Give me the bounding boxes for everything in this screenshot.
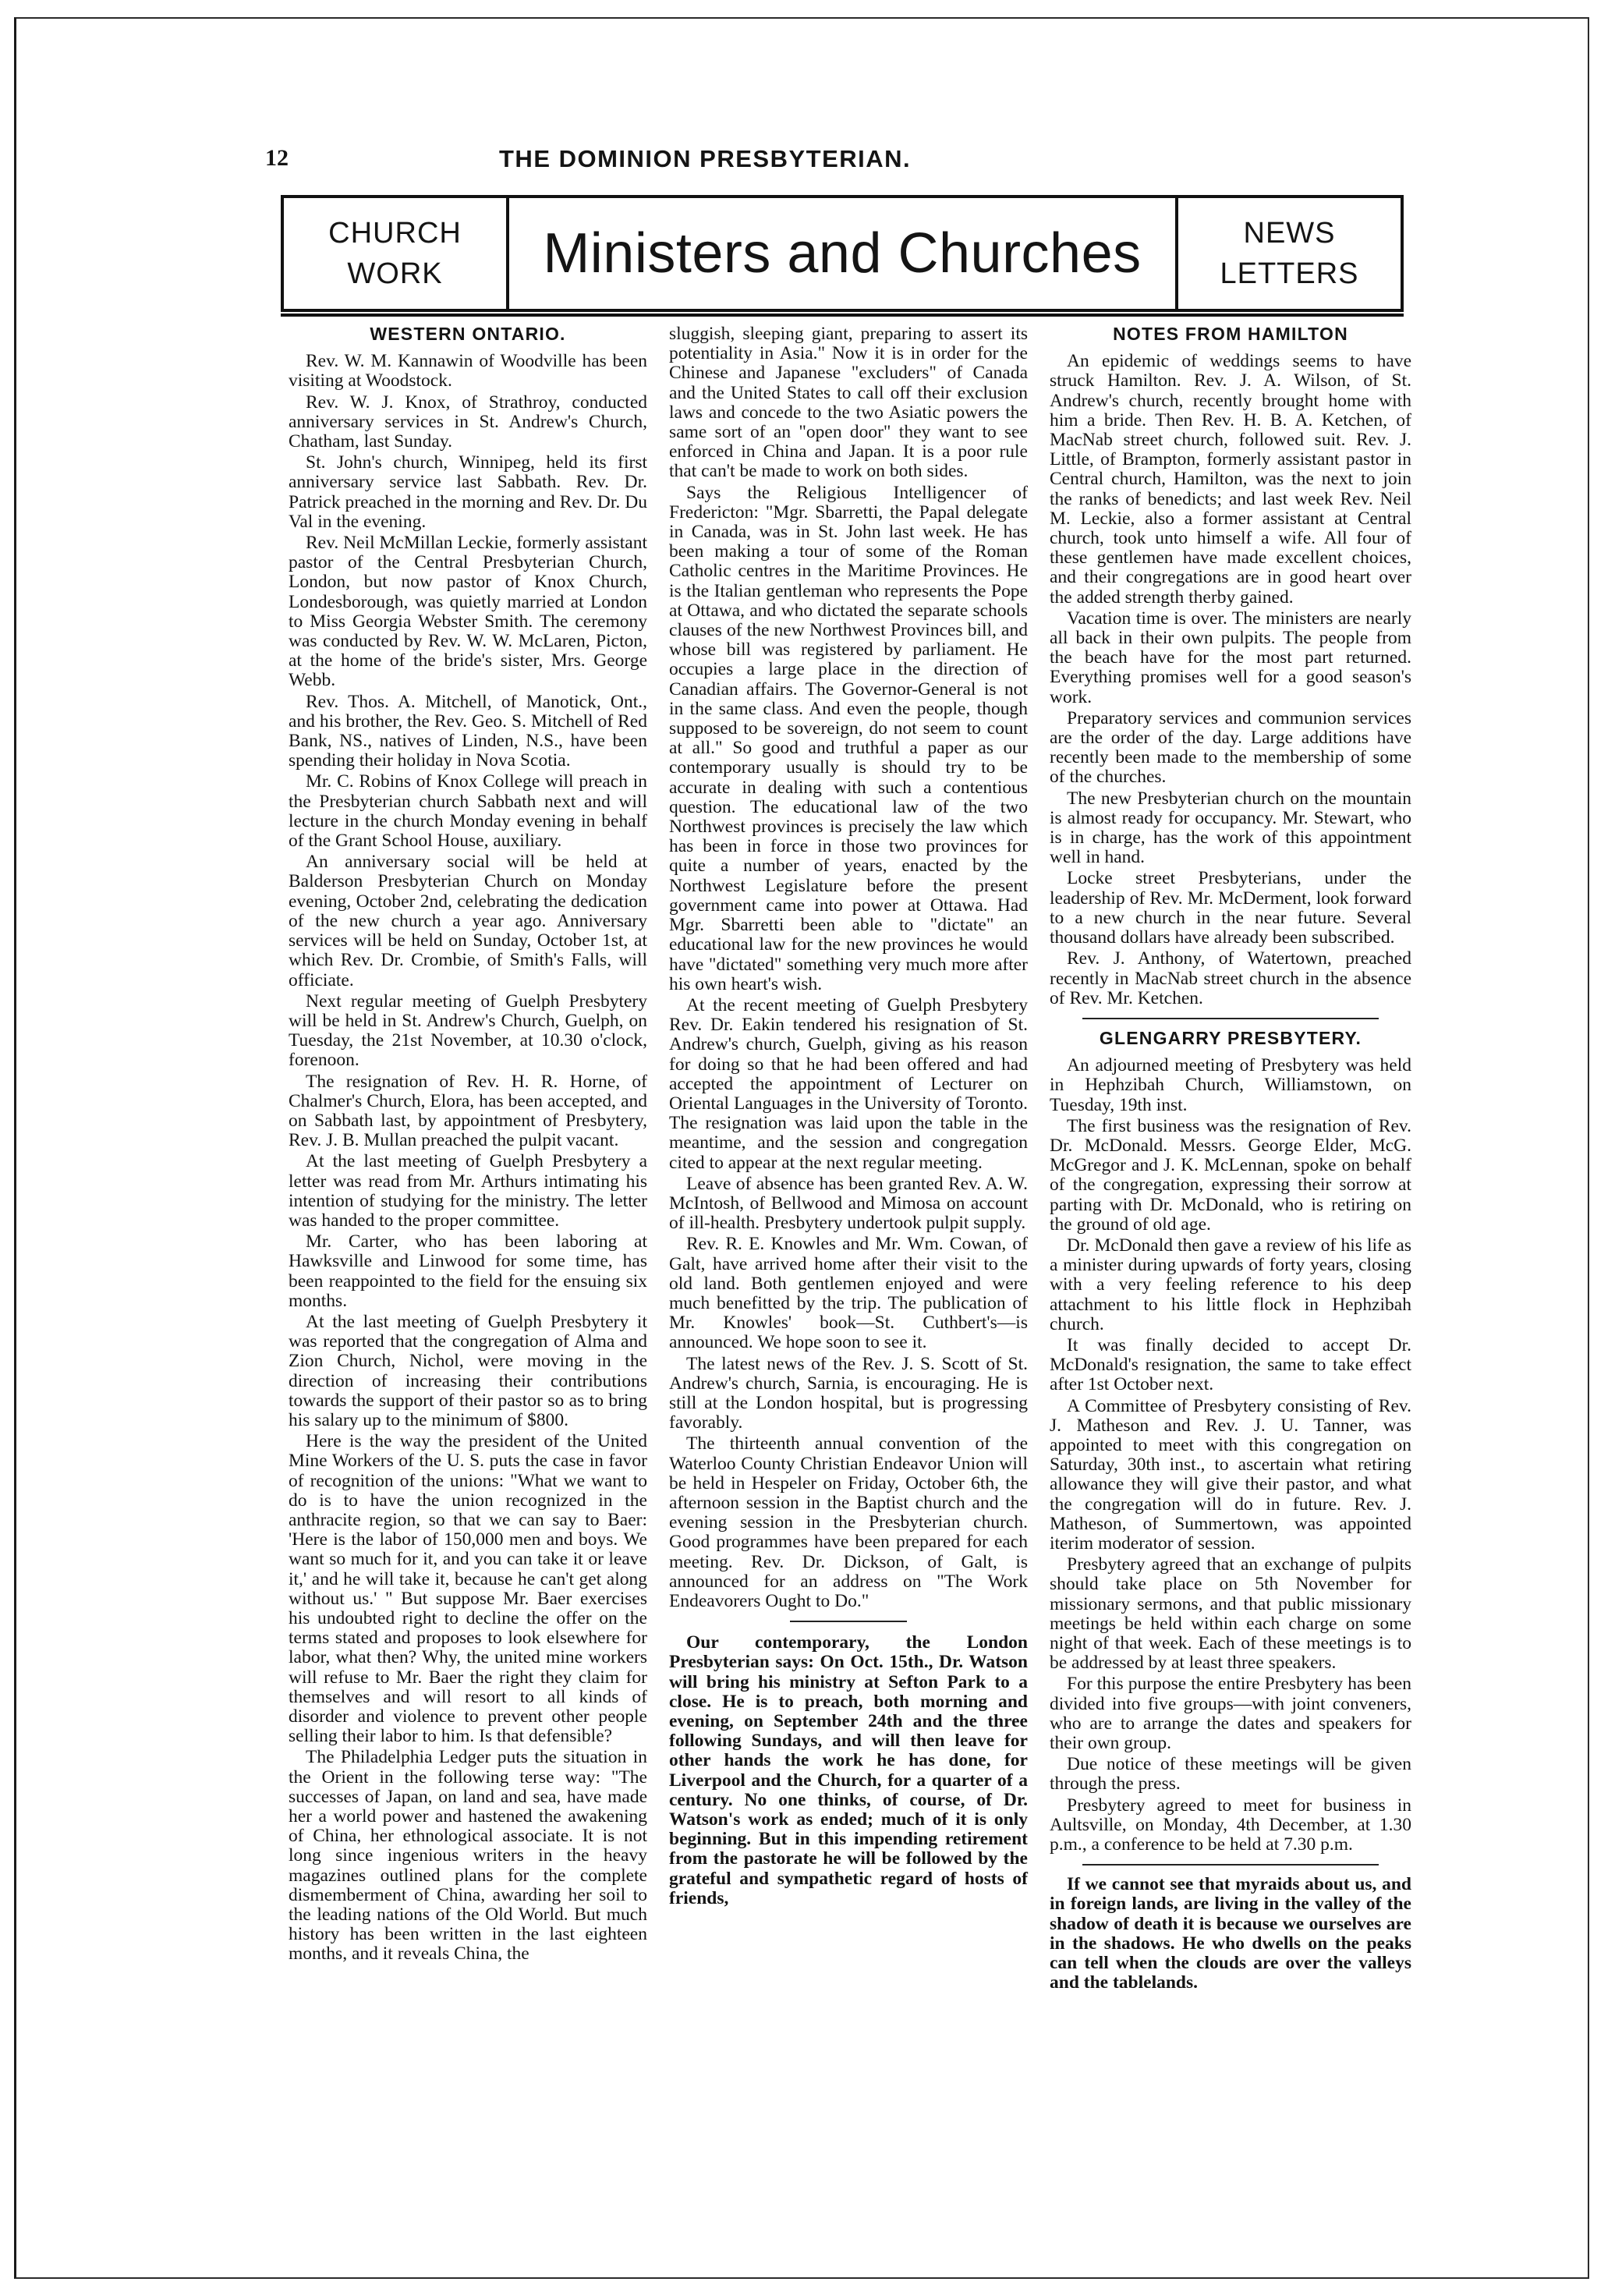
banner-right-box	[1175, 198, 1401, 309]
banner-left-top: CHURCH	[328, 217, 462, 250]
paragraph: Rev. J. Anthony, of Watertown, preached recently in MacNab street church in the absence of Rev. Mr. Ketchen.	[1050, 948, 1411, 1008]
paragraph: Rev. W. M. Kannawin of Woodville has been visiting at Woodstock.	[289, 351, 647, 392]
paragraph: The new Presbyterian church on the mountain is almost ready for occupancy. Mr. Stewart, who is in charge, has the work of this appointment well in hand.	[1050, 788, 1411, 868]
paragraph: The first business was the resignation of Rev. Dr. McDonald. Messrs. George Elder, McG. McGregor and J. K. McLennan, spoke on behalf of the congregation, expressing their sorrow at parting with Dr. McDonald, who is retiring on the ground of old age.	[1050, 1115, 1411, 1235]
paragraph: Vacation time is over. The ministers are nearly all back in their own pulpits. The people from the beach have for the most part returned. Everything promises well for a good season's work.	[1050, 608, 1411, 707]
paragraph: Presbytery agreed to meet for business in Aultsville, on Monday, 4th December, at 1.30 p.m., a conference to be held at 7.30 p.m.	[1050, 1795, 1411, 1855]
paragraph: Presbytery agreed that an exchange of pulpits should take place on 5th November for missionary sermons, and that public missionary meetings be held within each charge on some night of that week. Each of these meetings is to be addressed by at least three speakers.	[1050, 1554, 1411, 1674]
paragraph: The Philadelphia Ledger puts the situation in the Orient in the following terse way: "The successes of Japan, on land and sea, have made her a world power and hastened the awakening of China, her ethnological associate. It is not long since ingenious writers in the heavy magazines outlined plans for the complete dismemberment of China, awarding her soil to the leading nations of the Old World. But much history has been written in the last eighteen months, and it reveals China, the	[289, 1747, 647, 1965]
paragraph: Mr. C. Robins of Knox College will preach in the Presbyterian church Sabbath next and will lecture in the church Monday evening in behalf of the Grant School House, auxiliary.	[289, 771, 647, 852]
paragraph: Locke street Presbyterians, under the leadership of Rev. Mr. McDerment, look forward to a new church in the near future. Several thousand dollars have already been subscribed.	[1050, 868, 1411, 948]
banner-left-bottom: WORK	[347, 257, 443, 290]
column-2	[669, 324, 1028, 1910]
paragraph: An anniversary social will be held at Balderson Presbyterian Church on Monday evening, October 2nd, celebrating the dedication of the new church a year ago. Anniversary services will be held on Sunday, October 1st, at which Rev. Dr. Crombie, of Smith's Falls, will officiate.	[289, 852, 647, 990]
paragraph: At the recent meeting of Guelph Presbytery Rev. Dr. Eakin tendered his resignation of St. Andrew's church, Guelph, giving as his reason for doing so that he had been offered and had accepted the appointment of Lecturer on Oriental Languages in the University of Toronto. The resignation was laid upon the table in the meantime, and the session and congregation cited to appear at the next regular meeting.	[669, 994, 1028, 1173]
paragraph: An epidemic of weddings seems to have struck Hamilton. Rev. J. A. Wilson, of St. Andrew's church, recently brought home with him a bride. Then Rev. H. B. A. Ketchen, of MacNab street church, followed suit. Rev. J. Little, of Brampton, formerly assistant pastor in Central church, Hamilton, was the next to join the ranks of benedicts; and last week Rev. Neil M. Leckie, also a former assistant at Central church, took unto himself a wife. All four of these gentlemen have made excellent choices, and their congregations are in good heart over the added strength therby gained.	[1050, 351, 1411, 608]
heading-western-ontario: WESTERN ONTARIO.	[370, 324, 566, 344]
paragraph: At the last meeting of Guelph Presbytery a letter was read from Mr. Arthurs intimating his intention of studying for the ministry. The letter was handed to the proper committee.	[289, 1151, 647, 1231]
paragraph: For this purpose the entire Presbytery has been divided into five groups—with joint conveners, who are to arrange the dates and speakers for their own group.	[1050, 1674, 1411, 1754]
section-banner	[281, 195, 1404, 312]
heading-glengarry-presbytery: GLENGARRY PRESBYTERY.	[1099, 1027, 1362, 1048]
bold-paragraph: Our contemporary, the London Presbyterian says: On Oct. 15th., Dr. Watson will bring his ministry at Sefton Park to a close. He is to preach, both morning and evening, on September 24th and the three following Sundays, and will then leave for other hands the work he has done, for Liverpool and the Church, for a quarter of a century. No one thinks, of course, of Dr. Watson's work as ended; much of it is only beginning. But in this impending retirement from the pastorate he will be followed by the grateful and sympathetic regard of hosts of friends,	[669, 1632, 1028, 1908]
banner-right-bottom: LETTERS	[1220, 257, 1359, 290]
running-head	[265, 145, 1419, 184]
paragraph: Rev. W. J. Knox, of Strathroy, conducted anniversary services in St. Andrew's Church, Chatham, last Sunday.	[289, 392, 647, 452]
paragraph: It was finally decided to accept Dr. McDonald's resignation, the same to take effect after 1st October next.	[1050, 1334, 1411, 1395]
section-divider	[1082, 1864, 1379, 1866]
paragraph: sluggish, sleeping giant, preparing to assert its potentiality in Asia." Now it is in order for the Chinese and Japanese "excluders" of Canada and the United States to call off their exclusion laws and concede to the two Asiatic powers the same sort of an "open door" they want to see enforced in China and Japan. It is a poor rule that can't be made to work on both sides.	[669, 324, 1028, 482]
publication-title: THE DOMINION PRESBYTERIAN.	[499, 145, 912, 172]
banner-underline	[281, 314, 1404, 317]
paragraph: Next regular meeting of Guelph Presbytery will be held in St. Andrew's Church, Guelph, on Tuesday, the 21st November, at 10.30 o'clock, forenoon.	[289, 990, 647, 1071]
paragraph: Mr. Carter, who has been laboring at Hawksville and Linwood for some time, has been reappointed to the field for the ensuing six months.	[289, 1231, 647, 1311]
paragraph: Due notice of these meetings will be given through the press.	[1050, 1754, 1411, 1795]
heading-notes-from-hamilton: NOTES FROM HAMILTON	[1113, 324, 1348, 344]
paragraph: Rev. Thos. A. Mitchell, of Manotick, Ont., and his brother, the Rev. Geo. S. Mitchell of Red Bank, NS., natives of Linden, N.S., have been spending their holiday in Nova Scotia.	[289, 691, 647, 771]
paragraph: A Committee of Presbytery consisting of Rev. J. Matheson and Rev. J. U. Tanner, was appointed to meet with this congregation on Saturday, 30th inst., to ascertain what retiring allowance they will give their pastor, and what the congregation will do in future. Rev. J. Matheson, of Summertown, was appointed iterim moderator of session.	[1050, 1395, 1411, 1554]
paragraph: Preparatory services and communion services are the order of the day. Large additions have recently been made to the membership of some of the churches.	[1050, 707, 1411, 788]
section-divider	[790, 1621, 907, 1622]
paragraph: Leave of absence has been granted Rev. A. W. McIntosh, of Bellwood and Mimosa on account of ill-health. Presbytery undertook pulpit supply.	[669, 1173, 1028, 1234]
banner-title: Ministers and Churches	[543, 222, 1142, 285]
paragraph: The resignation of Rev. H. R. Horne, of Chalmer's Church, Elora, has been accepted, and on Sabbath last, by appointment of Presbytery, Rev. J. B. Mullan preached the pulpit vacant.	[289, 1071, 647, 1151]
paragraph: Dr. McDonald then gave a review of his life as a minister during upwards of forty years, closing with a very feeling reference to his deep attachment to his little flock in Hephzibah church.	[1050, 1235, 1411, 1334]
bold-paragraph: If we cannot see that myraids about us, and in foreign lands, are living in the valley of the shadow of death it is because we ourselves are in the shadows. He who dwells on the peaks can tell when the clouds are over the valleys and the tablelands.	[1050, 1874, 1411, 1993]
paragraph: Rev. Neil McMillan Leckie, formerly assistant pastor of the Central Presbyterian Church, London, but now pastor of Knox Church, Londesborough, was quietly married at London to Miss Georgia Webster Smith. The ceremony was conducted by Rev. W. W. McLaren, Picton, at the home of the bride's sister, Mrs. George Webb.	[289, 533, 647, 691]
paragraph: St. John's church, Winnipeg, held its first anniversary service last Sabbath. Rev. Dr. Patrick preached in the morning and Rev. Dr. Du Val in the evening.	[289, 452, 647, 532]
column-3	[1050, 324, 1411, 1994]
paragraph: The latest news of the Rev. J. S. Scott of St. Andrew's church, Sarnia, is encouraging. He is still at the London hospital, but is progressing favorably.	[669, 1353, 1028, 1433]
paragraph: Here is the way the president of the United Mine Workers of the U. S. puts the case in favor of recognition of the unions: "What we want to do is to have the union recognized in the anthracite region, so that we can say to Baer: 'Here is the labor of 150,000 men and boys. We want so much for it, and you can take it or leave it,' and he will take it, because he can't get along without us.' " But suppose Mr. Baer exercises his undoubted right to decline the offer on the terms stated and proposes to look elsewhere for labor, what then? Why, the united mine workers will refuse to Mr. Baer the right they claim for themselves and will resort to all kinds of disorder and violence to prevent other people selling their labor to him. Is that defensible?	[289, 1431, 647, 1747]
banner-left-box	[284, 198, 509, 309]
page-number: 12	[265, 145, 289, 171]
paragraph: At the last meeting of Guelph Presbytery it was reported that the congregation of Alma and Zion Church, Nichol, were moving in the direction of increasing their contributions towards the support of their pastor so as to bring his salary up to the minimum of $800.	[289, 1311, 647, 1430]
column-1	[289, 324, 647, 1966]
section-divider	[1082, 1018, 1379, 1019]
paragraph: Says the Religious Intelligencer of Fredericton: "Mgr. Sbarretti, the Papal delegate in Canada, was in St. John last week. He has been making a tour of some of the Roman Catholic centres in the Maritime Provinces. He is the Italian gentleman who represents the Pope at Ottawa, and who dictated the separate schools clauses of the new Northwest Provinces bill, and whose bill was registered by parliament. He occupies a large place in the direction of Canadian affairs. The Governor-General is not in the same class. And even the people, though supposed to be sovereign, do not seem to count at all." So good and truthful a paper as our contemporary usually is should try to be accurate in dealing with such a contentious question. The educational law of the two Northwest provinces is precisely the law which has been in force in those two provinces for quite a number of years, enacted by the Northwest Legislature before the present government came into power at Ottawa. Had Mgr. Sbarretti been able to "dictate" an educational law for the new provinces he would have "dictated" something very much more after his own heart's wish.	[669, 482, 1028, 994]
paragraph: Rev. R. E. Knowles and Mr. Wm. Cowan, of Galt, have arrived home after their visit to the old land. Both gentlemen enjoyed and were much benefitted by the trip. The publication of Mr. Knowles' book—St. Cuthbert's—is announced. We hope soon to see it.	[669, 1234, 1028, 1353]
banner-right-top: NEWS	[1243, 217, 1336, 250]
paragraph: The thirteenth annual convention of the Waterloo County Christian Endeavor Union will be held in Hespeler on Friday, October 6th, the afternoon session in the Baptist church and the evening session in the Presbyterian church. Good programmes have been prepared for each meeting. Rev. Dr. Dickson, of Galt, is announced for an address on "The Work Endeavorers Ought to Do."	[669, 1433, 1028, 1611]
paragraph: An adjourned meeting of Presbytery was held in Hephzibah Church, Williamstown, on Tuesday, 19th inst.	[1050, 1055, 1411, 1115]
